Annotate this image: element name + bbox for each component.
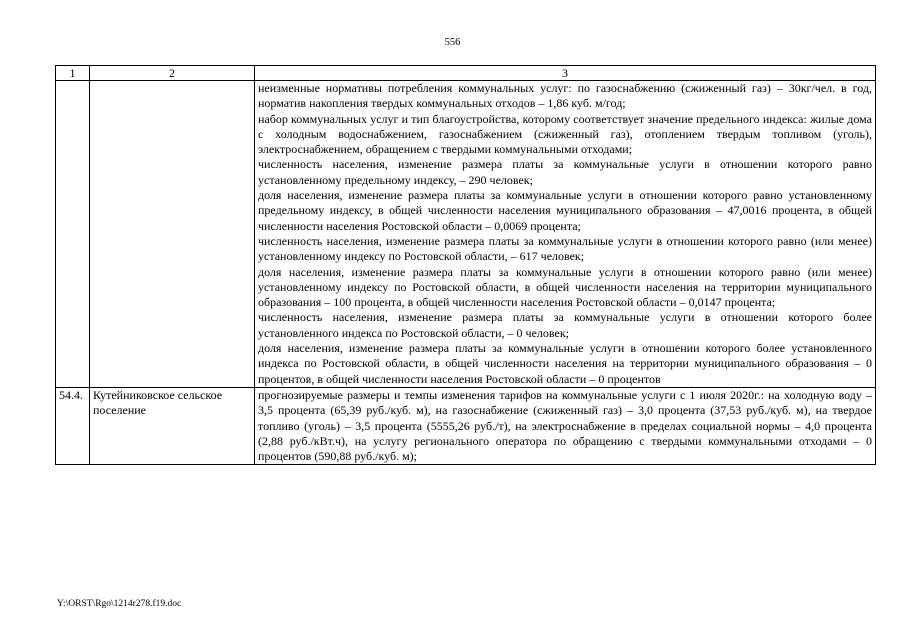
column-header-3: 3 [255,66,876,81]
file-path-footer: Y:\ORST\Rgo\1214r278.f19.doc [57,599,182,609]
paragraph: неизменные нормативы потребления коммунальных услуг: по газоснабжению (сжиженный газ) – 30кг/чел. в год, норматив накопления твердых коммунальных отходов – 1,86 куб. м/год; [258,81,872,111]
paragraph: доля населения, изменение размера платы за коммунальные услуги в отношении которого равно (или менее) установленному индексу по Ростовской области, в общей численности населения на территории муниципального образования – 100 процента, в общей численности населения Ростовской области – 0,0147 процента; [258,264,872,310]
municipality-name-cell [90,81,255,388]
paragraph: доля населения, изменение размера платы за коммунальные услуги в отношении которого равно установленному предельному индексу, в общей численности населения муниципального образования – 47,0016 процента, в общей численности населения Ростовской области – 0,0069 процента; [258,188,872,233]
table-header-row [56,66,876,81]
table-row [56,81,876,388]
table-row [56,387,876,464]
column-header-1: 1 [56,66,90,81]
description-cell [255,387,876,464]
description-cell [255,81,876,388]
page-number: 556 [444,37,461,48]
municipality-name-cell: Кутейниковское сельское поселение [90,387,255,464]
paragraph: прогнозируемые размеры и темпы изменения тарифов на коммунальные услуги с 1 июля 2020г.: на холодную воду – 3,5 процента (65,39 руб./куб. м), на газоснабжение (сжиженный газ) – 3,0 процента (37,53 руб./куб. м), на твердое топливо (уголь) – 3,5 процента (5555,26 руб./т), на электроснабжение в пределах социальной нормы – 4,0 процента (2,88 руб./кВт.ч), на услугу регионального оператора по обращению с твердыми коммунальными отходами – 0 процентов (590,88 руб./куб. м); [258,387,872,464]
paragraph: численность населения, изменение размера платы за коммунальные услуги в отношении которого равно установленному предельному индексу, – 290 человек; [258,157,872,187]
row-number-cell: 54.4. [56,387,90,464]
paragraph: доля населения, изменение размера платы за коммунальные услуги в отношении которого более установленного индекса по Ростовской области, в общей численности населения на территории муниципального образования – 0 процентов, в общей численности населения Ростовской области – 0 процентов [258,341,872,386]
content-table [55,65,876,465]
column-header-2: 2 [90,66,255,81]
paragraph: численность населения, изменение размера платы за коммунальные услуги в отношении которого равно (или менее) установленному индексу по Ростовской области, – 617 человек; [258,233,872,264]
paragraph: набор коммунальных услуг и тип благоустройства, которому соответствует значение предельного индекса: жилые дома с холодным водоснабжением, газоснабжением (сжиженный газ), отоплением твердым топливом (уголь), электроснабжением, обращением с твердыми коммунальными отходами; [258,111,872,157]
row-number-cell [56,81,90,388]
paragraph: численность населения, изменение размера платы за коммунальные услуги в отношении которого более установленного индекса по Ростовской области, – 0 человек; [258,310,872,340]
